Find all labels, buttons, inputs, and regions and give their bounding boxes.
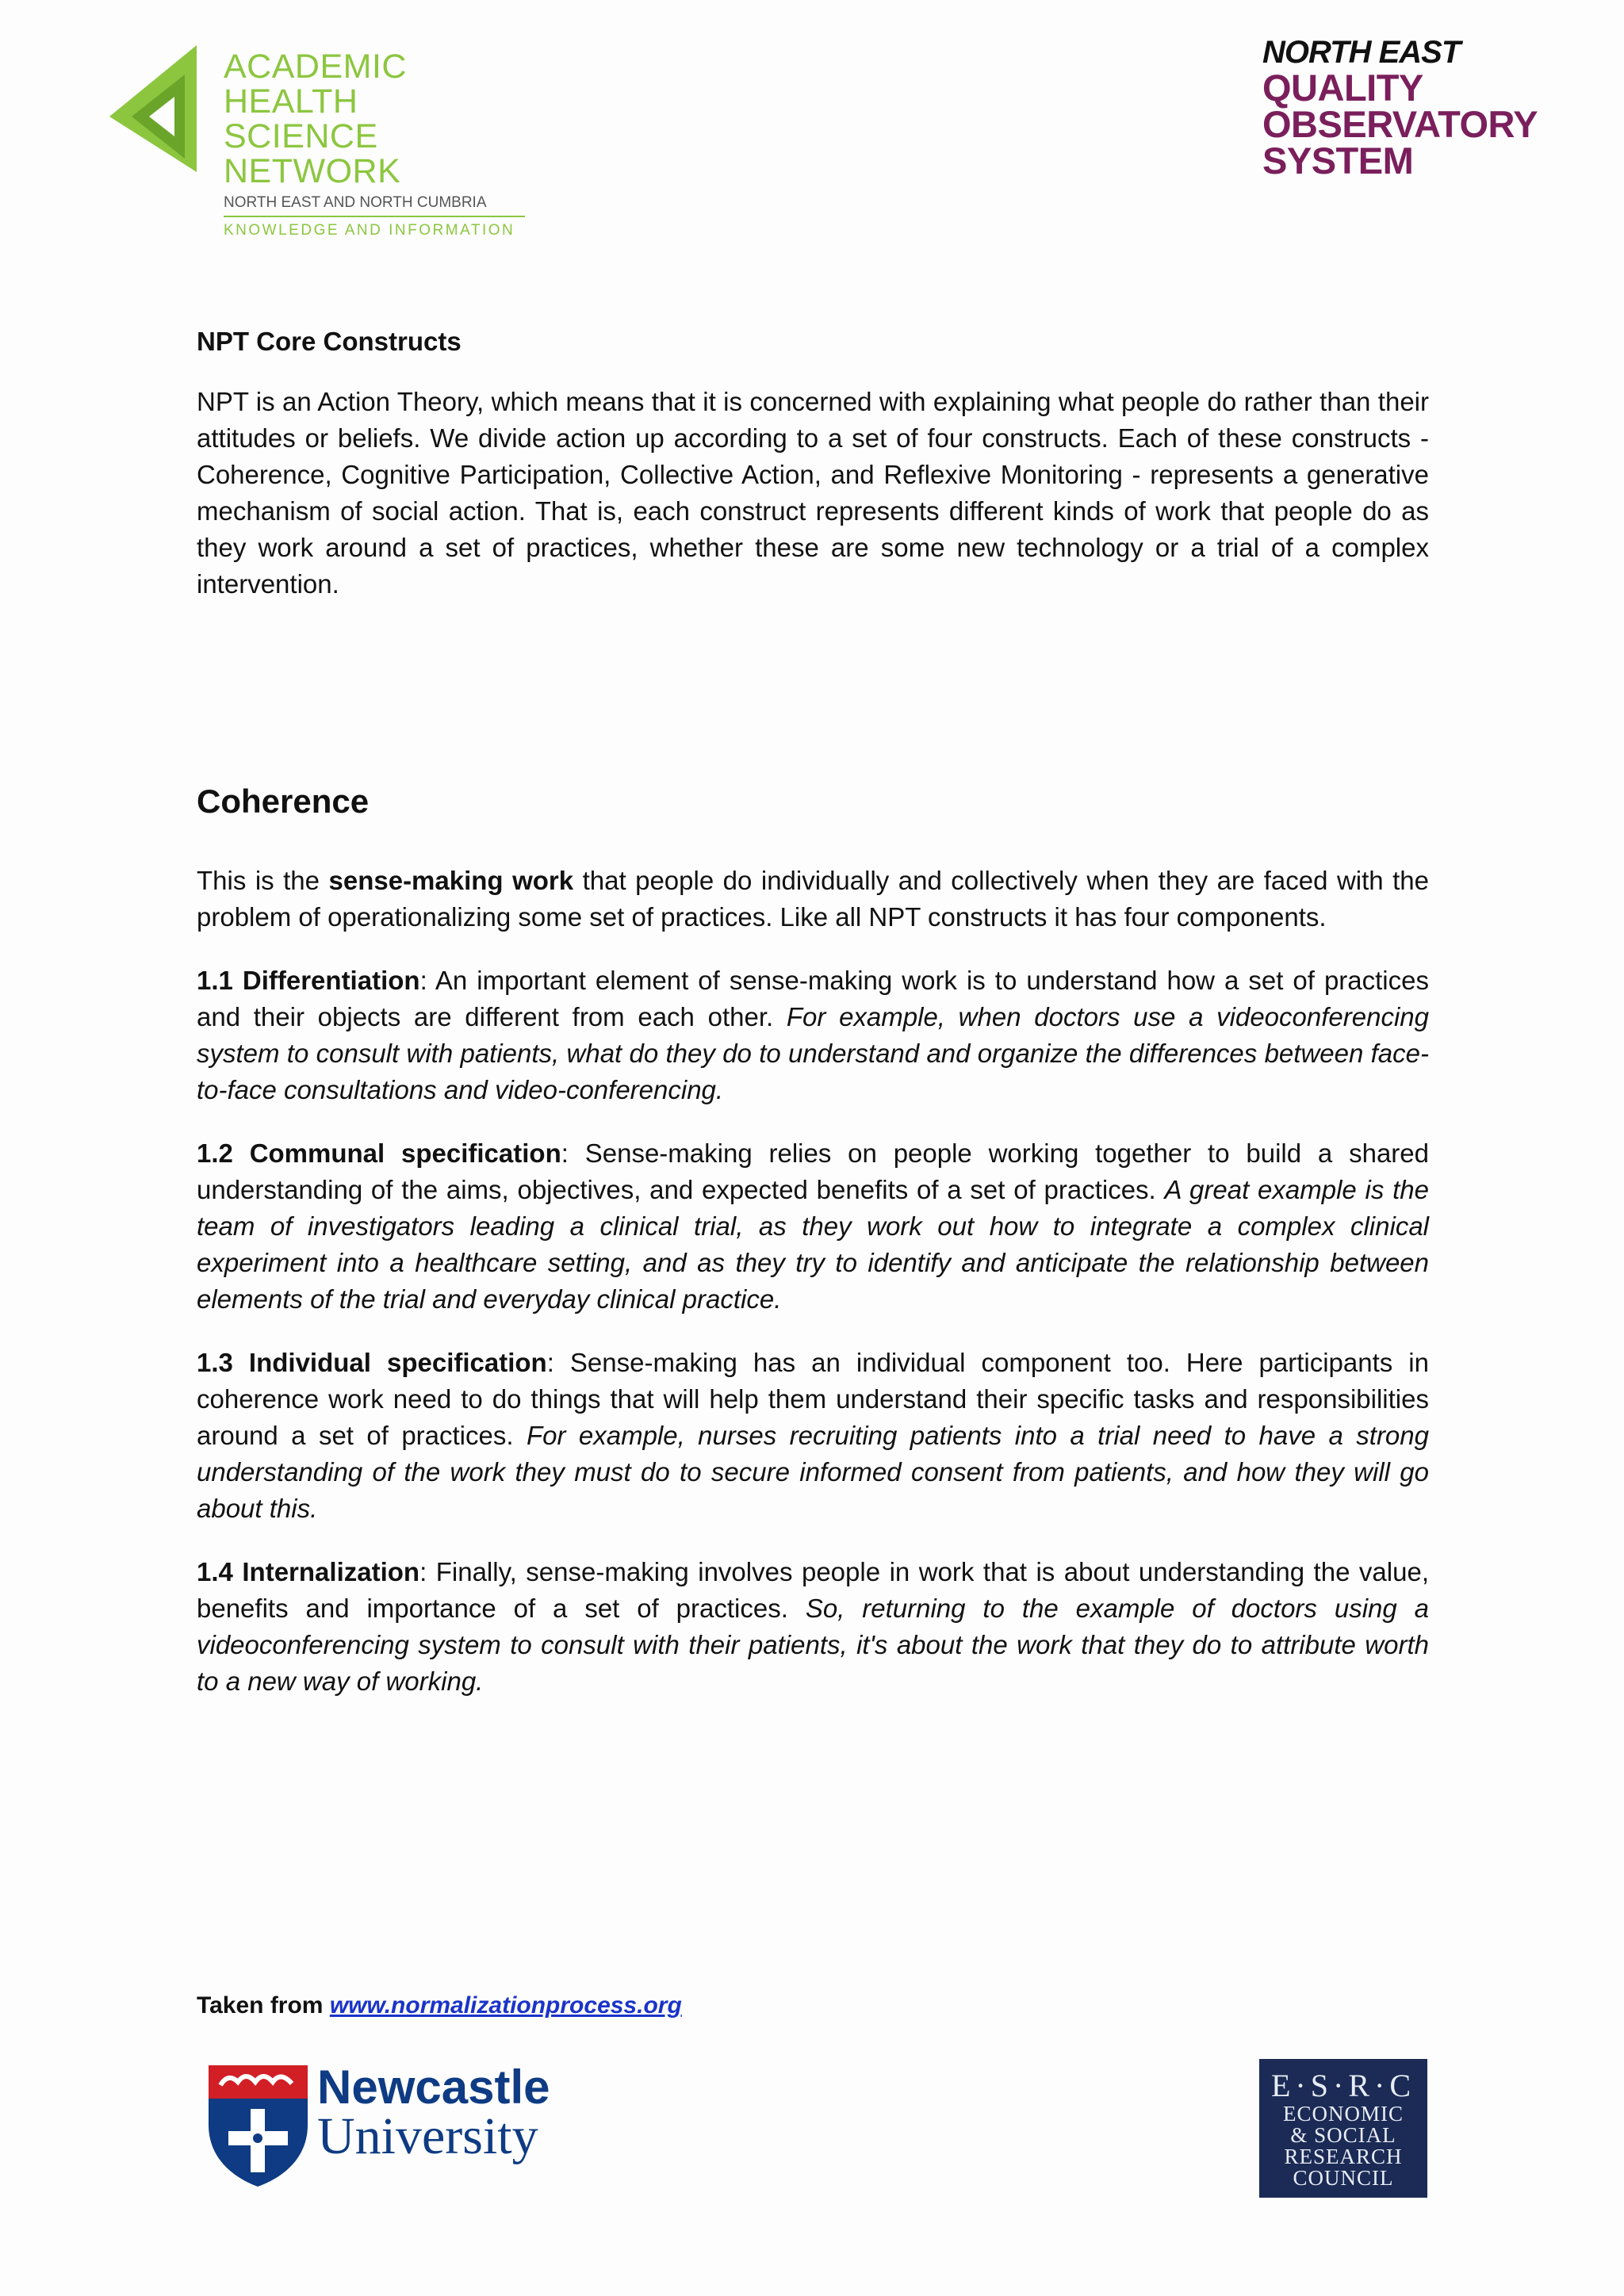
- component-label: 1.3 Individual specification: [197, 1348, 547, 1377]
- intro-heading: NPT Core Constructs: [197, 327, 462, 356]
- component-text: : Finally, sense-making involves people in work that is about understanding the value, benefits and importance of a set of practices.: [197, 1557, 1429, 1623]
- coherence-section: [197, 863, 1429, 1727]
- esrc-logo-line: COUNCIL: [1293, 2166, 1394, 2190]
- neqos-logo: [1262, 35, 1538, 186]
- newcastle-logo-text: [317, 2061, 550, 2165]
- component-example: A great example is the team of investigators leading a clinical trial, as they work out how to integrate a complex clinical experiment into a healthcare setting, and as they try to identify and anticipate the relationship between elements of the trial and everyday clinical practice.: [197, 1175, 1429, 1314]
- neqos-logo-line: NORTH EAST: [1262, 35, 1461, 70]
- paragraph-text: that people do individually and collectively when they are faced with the problem of operationalizing some set of practices. Like all NPT constructs it has four components.: [197, 866, 1429, 932]
- component-text: : An important element of sense-making work is to understand how a set of practices and their objects are different from each other.: [197, 966, 1429, 1031]
- esrc-logo-line: ECONOMIC: [1282, 2102, 1404, 2126]
- component-paragraph: [197, 1554, 1429, 1700]
- component-paragraph: [197, 1135, 1429, 1318]
- component-label: 1.4 Internalization: [197, 1557, 420, 1586]
- component-label: 1.2 Communal specification: [197, 1138, 561, 1168]
- neqos-logo-line: QUALITY: [1262, 67, 1423, 109]
- ahsn-logo-text: [224, 49, 541, 239]
- ahsn-logo-region: NORTH EAST AND NORTH CUMBRIA: [224, 193, 525, 217]
- component-label: 1.1 Differentiation: [197, 966, 420, 995]
- shield-icon: [205, 2061, 312, 2188]
- ahsn-logo-line: ACADEMIC HEALTH: [224, 48, 407, 121]
- neqos-logo-line: OBSERVATORY: [1262, 103, 1538, 145]
- component-paragraph: [197, 962, 1429, 1108]
- component-paragraph: [197, 1345, 1429, 1527]
- newcastle-logo-line: Newcastle: [317, 2061, 550, 2114]
- esrc-logo-line: & SOCIAL: [1290, 2123, 1396, 2147]
- component-text: : Sense-making has an individual component too. Here participants in coherence work need to do things that will help them understand their specific tasks and responsibilities around a set of practices.: [197, 1348, 1429, 1450]
- component-text: : Sense-making relies on people working together to build a shared understanding of the aims, objectives, and expected benefits of a set of practices.: [197, 1138, 1429, 1204]
- section-heading-coherence: Coherence: [197, 783, 370, 820]
- neqos-logo-line: SYSTEM: [1262, 140, 1414, 182]
- intro-paragraph: NPT is an Action Theory, which means that it is concerned with explaining what people do rather than their attitudes or beliefs. We divide action up according to a set of four constructs. Each of these constructs - Coherence, Cognitive Participation, Collective Action, and Reflexive Monitoring - represents a generative mechanism of social action. That is, each construct represents different kinds of work that people do as they work around a set of practices, whether these are some new technology or a trial of a complex intervention.: [197, 387, 1429, 599]
- ahsn-logo-tagline: KNOWLEDGE AND INFORMATION: [224, 222, 515, 239]
- ahsn-logo-line: SCIENCE NETWORK: [224, 117, 401, 190]
- source-credit: [197, 1992, 682, 2019]
- ahsn-triangle-icon: [86, 41, 213, 176]
- esrc-logo-line: RESEARCH: [1284, 2145, 1403, 2168]
- coherence-intro-paragraph: [197, 863, 1429, 936]
- esrc-logo: [1259, 2059, 1427, 2198]
- bold-term: sense-making work: [328, 866, 574, 895]
- esrc-logo-line: E·S·R·C: [1271, 2068, 1415, 2103]
- ahsn-logo: [86, 41, 530, 239]
- component-example: For example, nurses recruiting patients into a trial need to have a strong understanding of the work they must do to secure informed consent from patients, and how they will go about this.: [197, 1421, 1429, 1523]
- main-content: [197, 323, 1429, 1696]
- newcastle-logo-line: University: [317, 2107, 538, 2165]
- newcastle-university-logo: [205, 2061, 593, 2192]
- source-link[interactable]: www.normalizationprocess.org: [329, 1992, 682, 2019]
- component-example: So, returning to the example of doctors using a videoconferencing system to consult with their patients, it's about the work that they do to attribute worth to a new way of working.: [197, 1594, 1429, 1696]
- source-prefix: Taken from: [197, 1992, 330, 2019]
- component-example: For example, when doctors use a videoconferencing system to consult with patients, what do they do to understand and organize the differences between face-to-face consultations and video-conferencing.: [197, 1002, 1429, 1104]
- paragraph-text: This is the: [197, 866, 329, 895]
